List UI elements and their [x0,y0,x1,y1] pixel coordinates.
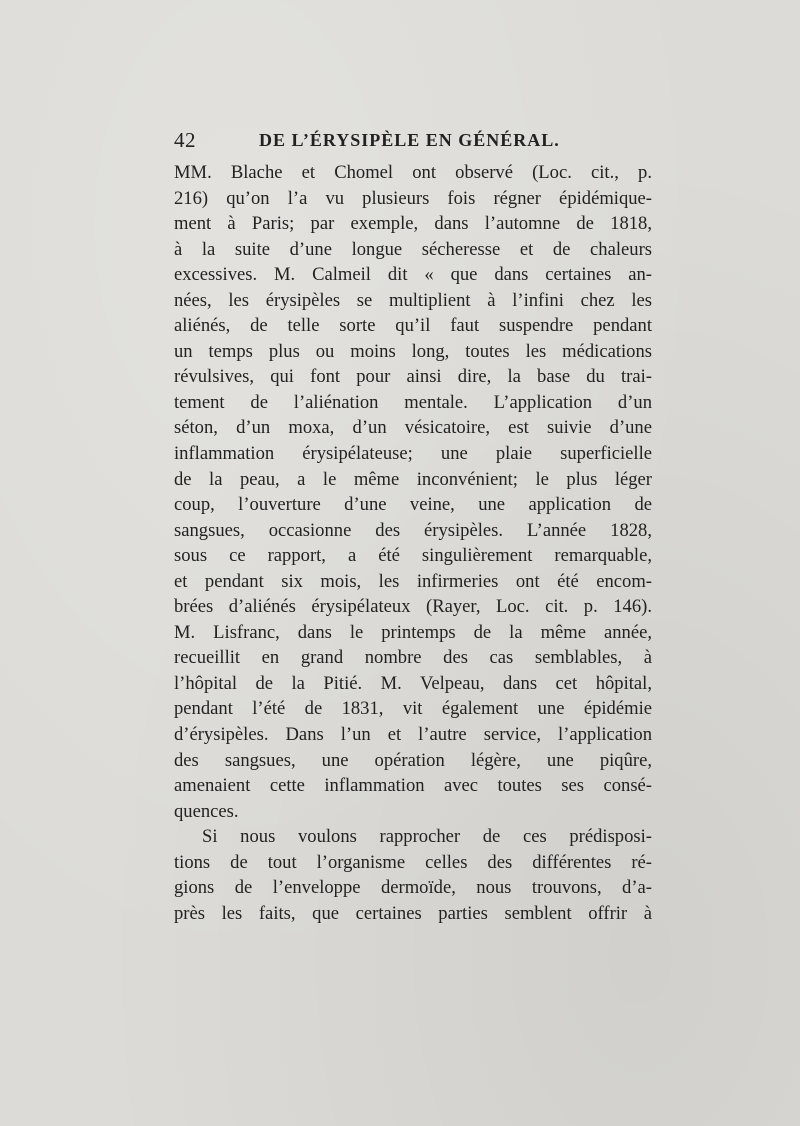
text-line: près les faits, que certaines parties semblent offrir à [174,902,652,924]
text-line: séton, d’un moxa, d’un vésicatoire, est suivie d’une [174,417,652,439]
text-line: pendant l’été de 1831, vit également une épidémie [174,698,652,720]
text-line: tions de tout l’organisme celles des différentes ré- [174,851,652,873]
text-line: Si nous voulons rapprocher de ces prédisposi- [202,826,652,848]
body-text [174,160,652,926]
page-header [174,128,654,158]
text-line: aliénés, de telle sorte qu’il faut suspendre pendant [174,315,652,337]
text-line: M. Lisfranc, dans le printemps de la même année, [174,621,652,643]
text-line: excessives. M. Calmeil dit « que dans certaines an- [174,264,652,286]
text-line: de la peau, a le même inconvénient; le plus léger [174,468,652,490]
text-line: gions de l’enveloppe dermoïde, nous trouvons, d’a- [174,877,652,899]
text-line: amenaient cette inflammation avec toutes ses consé- [174,775,652,797]
text-line: à la suite d’une longue sécheresse et de chaleurs [174,238,652,260]
text-line: sangsues, occasionne des érysipèles. L’année 1828, [174,519,652,541]
text-line: nées, les érysipèles se multiplient à l’infini chez les [174,289,652,311]
text-line: recueillit en grand nombre des cas semblables, à [174,647,652,669]
text-line: brées d’aliénés érysipélateux (Rayer, Loc. cit. p. 146). [174,596,652,618]
text-line: ment à Paris; par exemple, dans l’automne de 1818, [174,213,652,235]
text-line: 216) qu’on l’a vu plusieurs fois régner épidémique- [174,187,652,209]
page-number: 42 [174,128,196,152]
running-title: DE L’ÉRYSIPÈLE EN GÉNÉRAL. [259,130,560,150]
text-line: révulsives, qui font pour ainsi dire, la base du trai- [174,366,652,388]
text-line: inflammation érysipélateuse; une plaie superficielle [174,443,652,465]
text-line: tement de l’aliénation mentale. L’application d’un [174,391,652,413]
text-line: des sangsues, une opération légère, une piqûre, [174,749,652,771]
text-line: sous ce rapport, a été singulièrement remarquable, [174,545,652,567]
text-line: un temps plus ou moins long, toutes les médications [174,340,652,362]
text-line: et pendant six mois, les infirmeries ont été encom- [174,570,652,592]
text-line: quences. [174,800,239,822]
text-line: l’hôpital de la Pitié. M. Velpeau, dans cet hôpital, [174,672,652,694]
text-line: coup, l’ouverture d’une veine, une application de [174,494,652,516]
text-line: d’érysipèles. Dans l’un et l’autre service, l’application [174,724,652,746]
text-line: MM. Blache et Chomel ont observé (Loc. cit., p. [174,162,652,183]
